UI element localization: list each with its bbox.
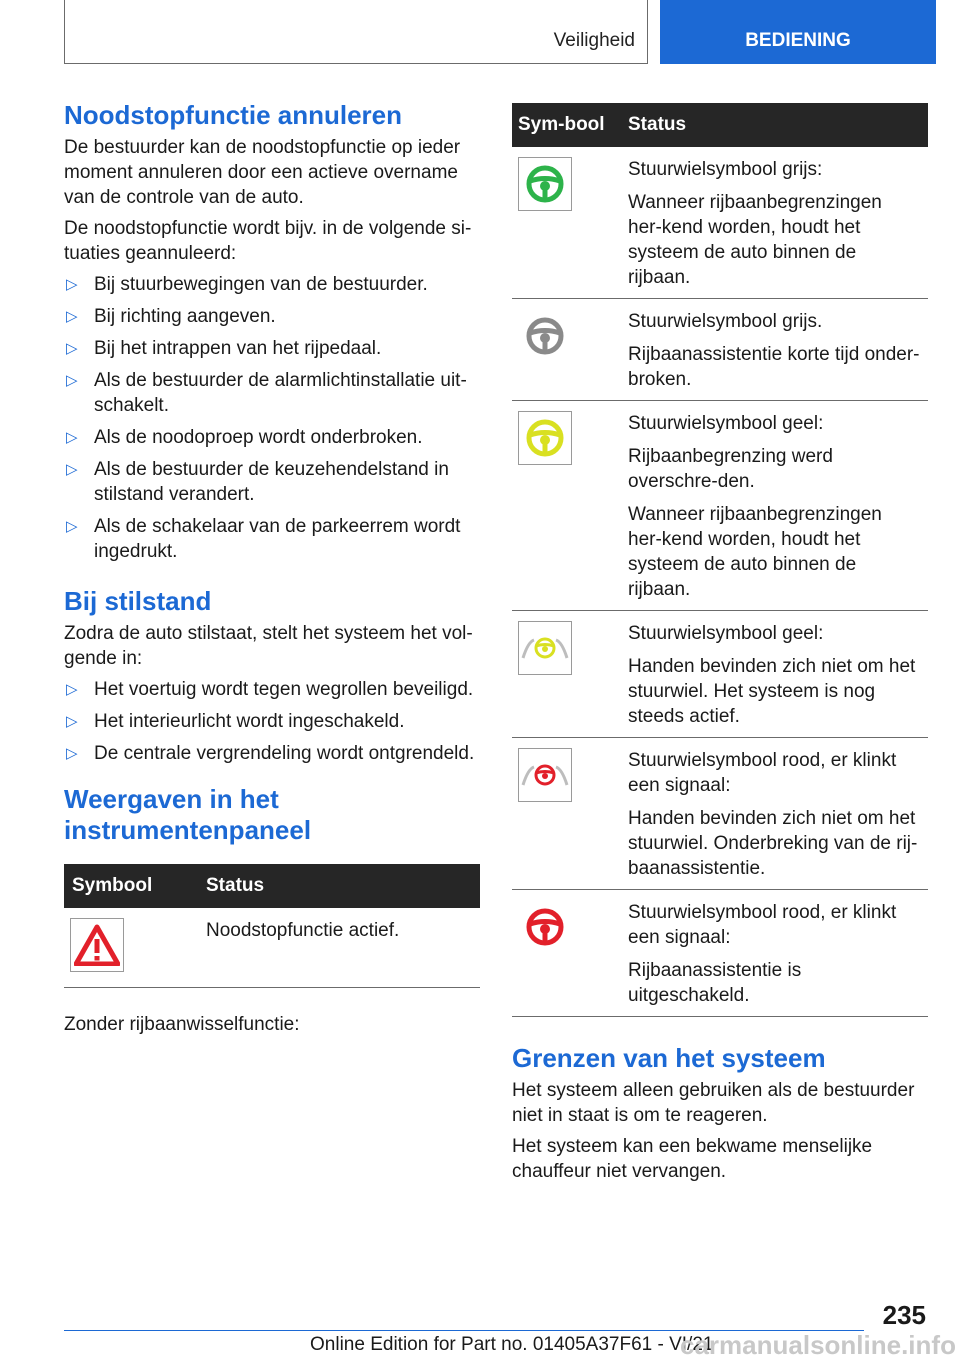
triangle-bullet-icon: ▷ [66, 308, 78, 325]
triangle-bullet-icon: ▷ [66, 713, 78, 730]
list-item: ▷ Bij richting aangeven. [66, 306, 276, 327]
paragraph: Zodra de auto stilstaat, stelt het systeem het vol‐gende in: [64, 623, 473, 669]
triangle-bullet-icon: ▷ [66, 461, 78, 478]
table-row [512, 611, 928, 738]
steering-wheel-hands-red-icon [518, 748, 572, 802]
steering-wheel-red-icon [518, 900, 572, 954]
lane-assist-symbol-table [512, 103, 928, 1017]
table-header-row [64, 864, 480, 908]
heading-cancel-emergency-stop: Noodstopfunctie annuleren [64, 100, 402, 130]
steering-wheel-hands-yellow-icon [518, 621, 572, 675]
table-row [64, 908, 480, 988]
paragraph: Zonder rijbaanwisselfunctie: [64, 1014, 300, 1035]
status-cell: Noodstopfunctie actief. [198, 908, 480, 988]
column-header-status: Status [620, 103, 928, 147]
paragraph: Het systeem kan een bekwame menselijke chauffeur niet vervangen. [512, 1136, 873, 1182]
left-column [64, 100, 480, 1043]
status-cell: Stuurwielsymbool geel: Handen bevinden zich niet om het stuurwiel. Het systeem is nog steeds actief. [620, 611, 928, 738]
footer-edition: Online Edition for Part no. 01405A37F61 - VI/21 [310, 1334, 714, 1355]
list-item: ▷ Bij het intrappen van het rijpedaal. [66, 338, 382, 359]
status-cell: Stuurwielsymbool grijs: Wanneer rijbaanbegrenzingen her‐kend worden, houdt het systeem de auto binnen de rijbaan. [620, 147, 928, 299]
warning-triangle-icon [70, 918, 124, 972]
list-item: ▷ De centrale vergrendeling wordt ontgrendeld. [66, 743, 475, 764]
list-item: ▷ Als de bestuurder de keuzehendelstand in stilstand verandert. [66, 459, 449, 505]
list-item: ▷ Als de schakelaar van de parkeerrem wordt ingedrukt. [66, 516, 461, 562]
triangle-bullet-icon: ▷ [66, 518, 78, 535]
list-item: ▷ Bij stuurbewegingen van de bestuurder. [66, 274, 428, 295]
paragraph: De noodstopfunctie wordt bijv. in de volgende si‐tuaties geannuleerd: [64, 218, 472, 264]
symbol-status-table [64, 864, 480, 988]
status-cell: Stuurwielsymbool rood, er klinkt een signaal: Handen bevinden zich niet om het stuurwiel. Onderbreking van de rij‐baanassistentie. [620, 738, 928, 890]
right-column [512, 103, 928, 1190]
triangle-bullet-icon: ▷ [66, 372, 78, 389]
column-header-symbol: Symbool [64, 864, 198, 908]
status-cell: Stuurwielsymbool rood, er klinkt een signaal: Rijbaanassistentie is uitgeschakeld. [620, 890, 928, 1017]
header-box [64, 0, 648, 64]
steering-wheel-green-icon [518, 157, 572, 211]
triangle-bullet-icon: ▷ [66, 745, 78, 762]
watermark: carmanualsonline.info [680, 1330, 956, 1360]
heading-system-limits: Grenzen van het systeem [512, 1043, 826, 1073]
triangle-bullet-icon: ▷ [66, 681, 78, 698]
bullet-list [64, 272, 480, 564]
steering-wheel-gray-icon [518, 309, 572, 363]
chapter-tab[interactable]: BEDIENING [660, 0, 936, 64]
list-item: ▷ Als de bestuurder de alarmlichtinstallatie uit‐schakelt. [66, 370, 467, 416]
table-row [512, 299, 928, 401]
list-item: ▷ Het voertuig wordt tegen wegrollen beveiligd. [66, 679, 474, 700]
heading-displays-instrument-panel: Weergaven in het instrumentenpaneel [64, 784, 312, 845]
heading-standstill: Bij stilstand [64, 586, 212, 616]
status-cell: Stuurwielsymbool grijs. Rijbaanassistentie korte tijd onder‐broken. [620, 299, 928, 401]
steering-wheel-yellow-icon [518, 411, 572, 465]
table-row [512, 147, 928, 299]
page-number: 235 [882, 1300, 926, 1330]
triangle-bullet-icon: ▷ [66, 276, 78, 293]
column-header-symbol: Sym‐bool [512, 103, 620, 147]
list-item: ▷ Het interieurlicht wordt ingeschakeld. [66, 711, 405, 732]
section-title: Veiligheid [553, 30, 635, 51]
triangle-bullet-icon: ▷ [66, 340, 78, 357]
paragraph: Het systeem alleen gebruiken als de bestuurder niet in staat is om te reageren. [512, 1080, 915, 1126]
triangle-bullet-icon: ▷ [66, 429, 78, 446]
table-row [512, 890, 928, 1017]
status-cell: Stuurwielsymbool geel: Rijbaanbegrenzing werd overschre‐den. Wanneer rijbaanbegrenzingen her‐kend worden, houdt het systeem de auto binnen de rijbaan. [620, 401, 928, 611]
table-header-row [512, 103, 928, 147]
table-row [512, 401, 928, 611]
paragraph: De bestuurder kan de noodstopfunctie op ieder moment annuleren door een actieve overname van de controle van de auto. [64, 137, 461, 208]
column-header-status: Status [198, 864, 480, 908]
list-item: ▷ Als de noodoproep wordt onderbroken. [66, 427, 423, 448]
bullet-list [64, 677, 480, 766]
table-row [512, 738, 928, 890]
